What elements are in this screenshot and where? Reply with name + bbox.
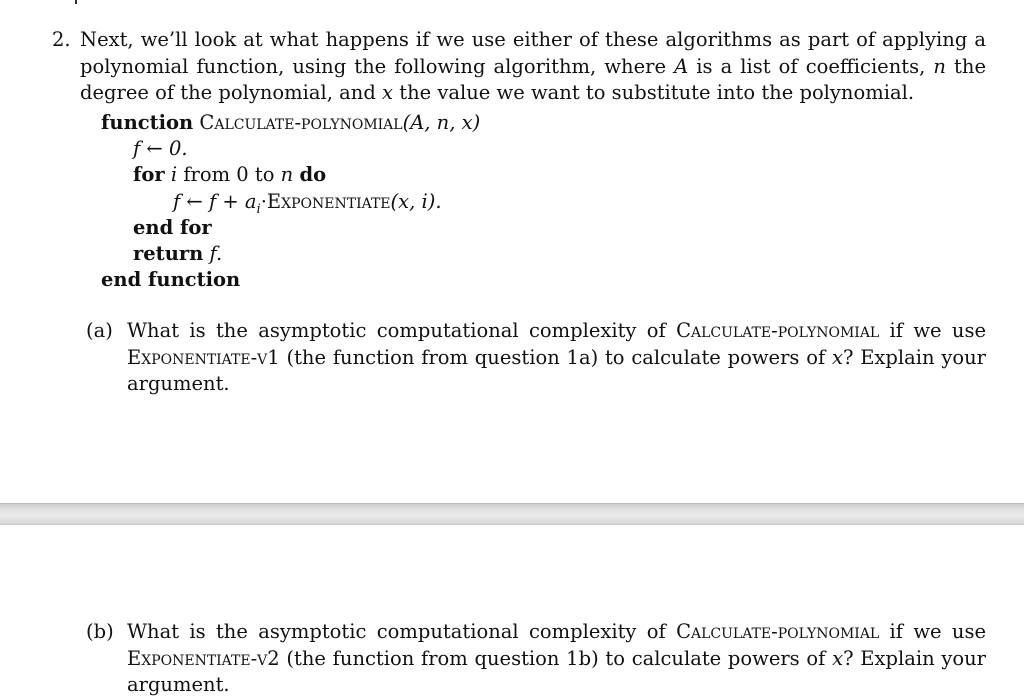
math-variable-x: x xyxy=(382,81,394,104)
function-args: (A, n, x) xyxy=(402,111,481,134)
multiply-dot: · xyxy=(260,189,267,213)
algo-line-init xyxy=(101,136,701,162)
subscript-i: i xyxy=(256,201,261,217)
math-variable-i: i xyxy=(170,163,178,187)
part-text: if we use xyxy=(879,620,987,643)
stray-mark xyxy=(75,0,77,4)
function-name: Exponentiate-v2 xyxy=(127,646,280,670)
question-text-part: the value we want to substitute into the polynomial. xyxy=(393,81,915,104)
question-text-part: the degree of the polynomial, and xyxy=(80,54,986,104)
question-text-part: is a list of coefficients, xyxy=(688,54,934,78)
question-number: 2. xyxy=(52,28,71,51)
exponentiate-call: Exponentiate xyxy=(266,189,391,213)
keyword-function: function xyxy=(101,111,194,134)
page-divider xyxy=(0,503,1024,525)
algo-line-end-function xyxy=(101,267,701,293)
part-b-text xyxy=(127,619,986,699)
math-variable-n: n xyxy=(933,54,946,78)
math-variable-x: x xyxy=(832,646,844,670)
math-variable-A: A xyxy=(674,54,689,78)
keyword-for: for xyxy=(133,163,165,187)
math-variable-x: x xyxy=(831,345,843,369)
keyword-end-for: end for xyxy=(133,215,212,239)
function-name: Exponentiate-v1 xyxy=(127,345,280,369)
question-part-b xyxy=(86,619,986,699)
math-variable-n: n xyxy=(280,163,294,187)
question-2 xyxy=(52,27,986,107)
question-2-text xyxy=(80,27,986,107)
algo-line-function xyxy=(101,110,701,136)
function-name: Calculate-polynomial xyxy=(199,111,403,134)
part-a-text xyxy=(127,318,986,398)
algorithm-block xyxy=(101,110,701,293)
part-text: if we use xyxy=(879,319,987,342)
part-text: ? Explain your argument. xyxy=(127,345,986,395)
init-statement: f ← 0. xyxy=(133,137,188,161)
update-expression: f ← f + a xyxy=(173,189,257,213)
part-text: (the function from question 1b) to calculate powers of xyxy=(279,646,833,670)
keyword-end-function: end function xyxy=(101,268,241,292)
for-range-text: from 0 to xyxy=(177,163,281,187)
keyword-return: return xyxy=(133,241,204,265)
keyword-do: do xyxy=(299,163,327,187)
function-name: Calculate-polynomial xyxy=(676,620,880,643)
algo-line-end-for xyxy=(101,215,701,241)
algo-line-return xyxy=(101,241,701,267)
algo-line-update xyxy=(101,189,701,215)
function-name: Calculate-polynomial xyxy=(676,319,880,342)
algo-line-for xyxy=(101,162,701,188)
part-text: What is the asymptotic computational complexity of xyxy=(127,319,677,342)
part-a-label: (a) xyxy=(86,319,113,342)
part-text: What is the asymptotic computational complexity of xyxy=(127,620,677,643)
exponentiate-args: (x, i). xyxy=(390,189,442,213)
part-text: (the function from question 1a) to calculate powers of xyxy=(279,345,832,369)
part-b-label: (b) xyxy=(86,620,114,643)
question-part-a xyxy=(86,318,986,398)
question-text-part: Next, we’ll look at what happens if we use either of these algorithms as part of applying a polynomial function, using the following algorithm, where xyxy=(80,28,986,78)
return-value: f. xyxy=(209,241,223,265)
part-text: ? Explain your argument. xyxy=(127,646,986,696)
